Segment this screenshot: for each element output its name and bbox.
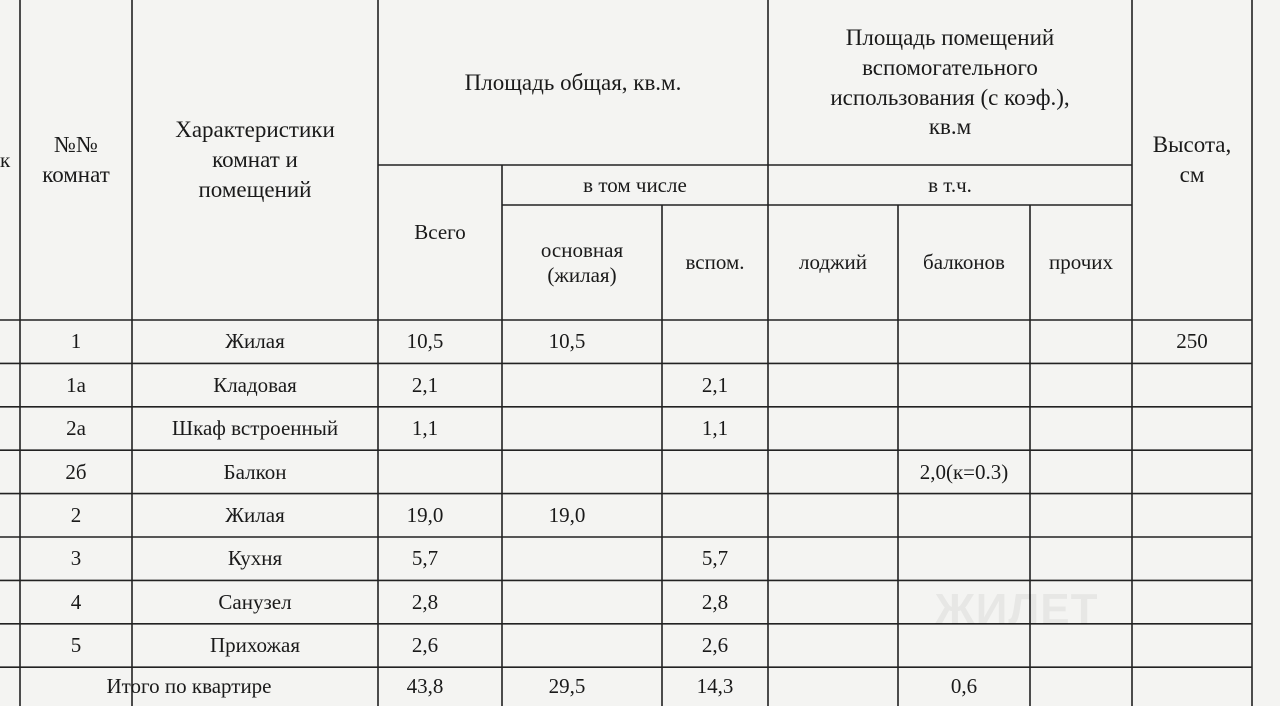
row-6-height: [1132, 537, 1252, 580]
row-2-aux: 2,1: [701, 372, 729, 397]
header-balconies: балконов: [923, 250, 1005, 275]
row-6-total: 5,7: [411, 546, 439, 571]
left-margin-mark: к: [0, 147, 11, 172]
row-4-name: Балкон: [223, 459, 287, 484]
row-2-loggia: [768, 363, 898, 406]
row-6-balcony: [898, 537, 1030, 580]
row-4-num: 2б: [65, 459, 87, 484]
row-3-aux: 1,1: [701, 416, 729, 441]
row-5-other: [1030, 494, 1132, 537]
row-7-name: Санузел: [218, 589, 292, 614]
row-8-aux: 2,6: [701, 633, 729, 658]
row-2-main: [502, 363, 662, 406]
header-main-living: основная (жилая): [540, 237, 624, 287]
row-8-num: 5: [70, 633, 82, 658]
row-1-loggia: [768, 320, 898, 363]
row-4-total: [378, 450, 502, 493]
row-6-main: [502, 537, 662, 580]
row-1-main: 10,5: [548, 329, 586, 354]
row-8-loggia: [768, 624, 898, 667]
row-2-height: [1132, 363, 1252, 406]
row-4-loggia: [768, 450, 898, 493]
total-row-balcony: 0,6: [950, 674, 978, 699]
row-7-num: 4: [70, 589, 82, 614]
total-row-main: 29,5: [548, 674, 586, 699]
row-8-name: Прихожая: [209, 633, 301, 658]
total-row-other: [1030, 667, 1132, 706]
header-room-number: №№ комнат: [42, 132, 110, 187]
row-3-height: [1132, 407, 1252, 450]
row-5-aux: [662, 494, 768, 537]
watermark: ЖИЛЕТ: [935, 585, 1099, 634]
row-3-name: Шкаф встроенный: [171, 416, 339, 441]
row-7-aux: 2,8: [701, 589, 729, 614]
header-characteristics: Характеристики комнат и помещений: [175, 117, 335, 202]
row-7-total: 2,8: [411, 589, 439, 614]
header-height: Высота, см: [1152, 132, 1232, 187]
row-1-aux: [662, 320, 768, 363]
row-8-main: [502, 624, 662, 667]
row-4-aux: [662, 450, 768, 493]
row-6-name: Кухня: [227, 546, 283, 571]
header-including: в том числе: [583, 172, 687, 197]
row-5-height: [1132, 494, 1252, 537]
row-3-main: [502, 407, 662, 450]
total-row-label: Итого по квартире: [106, 674, 272, 699]
row-4-main: [502, 450, 662, 493]
row-7-loggia: [768, 580, 898, 623]
row-6-other: [1030, 537, 1132, 580]
row-1-total: 10,5: [406, 329, 444, 354]
row-5-total: 19,0: [406, 502, 444, 527]
row-4-other: [1030, 450, 1132, 493]
row-8-height: [1132, 624, 1252, 667]
total-row-total: 43,8: [406, 674, 444, 699]
row-3-loggia: [768, 407, 898, 450]
row-4-balcony: 2,0(к=0.3): [919, 459, 1009, 484]
row-5-balcony: [898, 494, 1030, 537]
row-1-height: 250: [1176, 329, 1208, 354]
row-1-other: [1030, 320, 1132, 363]
row-3-balcony: [898, 407, 1030, 450]
row-2-name: Кладовая: [213, 372, 297, 397]
row-6-aux: 5,7: [701, 546, 729, 571]
row-1-balcony: [898, 320, 1030, 363]
total-row-aux: 14,3: [696, 674, 734, 699]
row-5-main: 19,0: [548, 502, 586, 527]
header-all: Всего: [414, 220, 466, 245]
header-other: прочих: [1049, 250, 1113, 275]
row-6-loggia: [768, 537, 898, 580]
row-5-num: 2: [70, 502, 82, 527]
row-4-height: [1132, 450, 1252, 493]
row-2-num: 1а: [66, 372, 86, 397]
row-7-main: [502, 580, 662, 623]
header-total-area: Площадь общая, кв.м.: [464, 69, 682, 95]
row-1-num: 1: [70, 329, 82, 354]
row-2-balcony: [898, 363, 1030, 406]
row-3-other: [1030, 407, 1132, 450]
total-row-loggia: [768, 667, 898, 706]
row-5-loggia: [768, 494, 898, 537]
row-2-total: 2,1: [411, 372, 439, 397]
header-including-short: в т.ч.: [928, 172, 972, 197]
header-loggias: лоджий: [798, 250, 868, 275]
row-6-num: 3: [70, 546, 82, 571]
row-8-total: 2,6: [411, 633, 439, 658]
row-5-name: Жилая: [225, 502, 285, 527]
total-row-height: [1132, 667, 1252, 706]
row-3-total: 1,1: [411, 416, 439, 441]
row-7-height: [1132, 580, 1252, 623]
row-1-name: Жилая: [225, 329, 285, 354]
row-3-num: 2а: [66, 416, 86, 441]
row-2-other: [1030, 363, 1132, 406]
header-aux: вспом.: [685, 250, 745, 275]
header-aux-area: Площадь помещений вспомогательного использования (с коэф.), кв.м: [830, 24, 1070, 140]
